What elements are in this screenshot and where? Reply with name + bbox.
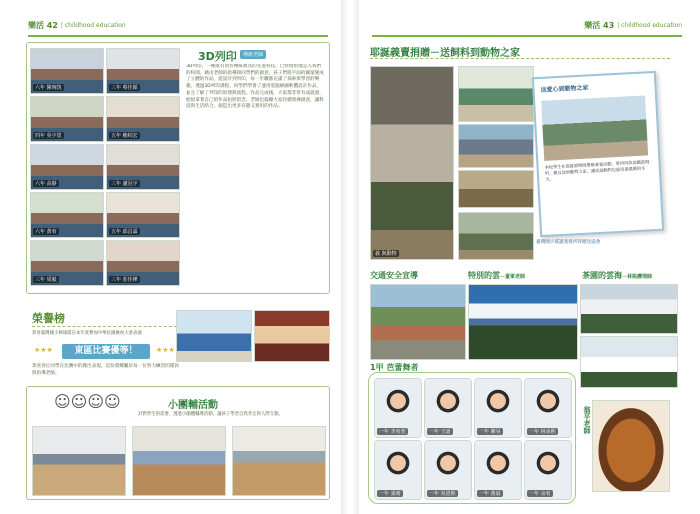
tutoring-photo-3	[232, 426, 326, 496]
news-card	[532, 71, 664, 237]
student-caption: 五年 邱昌霖	[111, 229, 138, 235]
student-caption: 六年 高靜	[35, 181, 57, 187]
left-header	[28, 14, 328, 36]
news-card-photo	[541, 95, 648, 160]
ballet-student-photo	[474, 440, 522, 500]
book-spine	[341, 0, 359, 514]
ballet-caption: 一年 余宥	[529, 491, 551, 497]
tea-photo-1	[580, 284, 678, 334]
ballet-student-photo	[424, 440, 472, 500]
tutoring-line1: 針對學生的需要，透過小團體輔導活動，讓孩子學習自我肯定與人際互動。	[138, 412, 283, 417]
tea-title	[582, 270, 652, 281]
header-subtitle: | childhood education	[617, 21, 682, 29]
3d-student-photo	[30, 48, 104, 94]
charity-label: 臺灣國小耶誕義賣所得贈送協會	[536, 240, 601, 245]
3d-student-photo	[30, 96, 104, 142]
honor-title: 榮譽榜	[32, 312, 65, 325]
ballet-student-photo	[424, 378, 472, 438]
ballet-student-photo	[374, 440, 422, 500]
charity-photo-group	[458, 66, 534, 122]
3d-student-photo	[30, 192, 104, 238]
ballet-caption: 一年 李宥萱	[379, 429, 406, 435]
tea-title-text: 茶園的雲海	[582, 271, 622, 280]
star-icon: ★★★	[156, 346, 175, 354]
3d-body: 3D列印，一種既有別於傳統教具的先進科技，已經悄悄地走入我們的校園。藉由老師的指導與同學們的創意，孩子們將平面的圖案變成了立體的作品，從設計到列印，每一步驟都充滿了探索與學習的樂趣。透過3D列印課程，同學們學會了運用電腦繪圖軟體設計作品，並且了解了列印的原理與流程。作品完成後，大家都非常有成就感，紛紛拿著自己的作品拍照留念。老師也鼓勵大家持續發揮創意，讓科技與生活結合，創造出更多有趣又實用的作品。	[186, 64, 324, 110]
left-page	[18, 14, 336, 506]
header-brand: 樂活 42	[28, 20, 58, 30]
right-header	[372, 14, 682, 36]
ballet-student-photo	[524, 378, 572, 438]
charity-photo-main: 義 與動物	[370, 66, 454, 260]
traffic-title: 交通安全宣導	[370, 271, 418, 280]
student-caption: 三年 莊佳樺	[111, 277, 138, 283]
header-subtitle: | childhood education	[60, 21, 126, 29]
right-page	[364, 14, 682, 506]
charity-photo-dogs	[458, 170, 534, 208]
ballet-student-photo	[374, 378, 422, 438]
cloud-photo	[468, 284, 578, 360]
honor-body: 恭喜各位同學在比賽中的傑出表現，這份榮耀屬於每一位努力練習的隊員與指導老師。	[32, 364, 180, 376]
student-caption: 五年 賴柏宏	[111, 133, 138, 139]
tutoring-photo-2	[132, 426, 226, 496]
ballet-caption: 一年 吳恩熙	[429, 491, 456, 497]
student-caption: 三年 盧冠宇	[111, 181, 138, 187]
student-caption: 三年 蔡佳穎	[111, 85, 138, 91]
tutoring-title: 小團輔活動	[168, 400, 218, 411]
ballet-caption: 一年 林承熙	[529, 429, 556, 435]
3d-student-photo	[30, 240, 104, 286]
honor-photo-stage	[254, 310, 330, 362]
ballet-caption: 一年 王語	[429, 429, 451, 435]
traffic-photo	[370, 284, 466, 360]
ballet-student-photo	[524, 440, 572, 500]
student-caption: 六年 陳琬筑	[35, 85, 62, 91]
honor-photo-team	[176, 310, 252, 362]
student-caption: 六年 黃宥	[35, 229, 57, 235]
teacher-name: 翁平老師	[583, 406, 591, 434]
charity-photo-visit	[458, 124, 534, 168]
header-brand: 樂活 43	[584, 20, 615, 30]
ballet-student-photo	[474, 378, 522, 438]
3d-student-photo	[106, 144, 180, 190]
tutoring-photo-1	[32, 426, 126, 496]
news-card-heading: 送愛心到動物之家	[540, 84, 589, 94]
3d-student-photo	[106, 96, 180, 142]
ballet-caption: 一年 陳昊	[479, 429, 501, 435]
ballet-caption: 一年 張晴	[379, 491, 401, 497]
3d-tag: 傳統老師	[240, 50, 266, 59]
student-caption: 三年 周毅	[35, 277, 57, 283]
cloud-subtitle: －童軍老師	[500, 274, 526, 280]
cloud-title	[468, 270, 525, 281]
3d-student-photo	[106, 192, 180, 238]
honor-banner: 東區比賽優等！	[62, 344, 150, 359]
ballet-title: 1甲 芭蕾舞者	[370, 363, 419, 372]
honor-divider	[32, 326, 182, 327]
3d-student-photo	[106, 48, 180, 94]
star-icon: ★★★	[34, 346, 53, 354]
vase-artwork	[592, 400, 670, 492]
ballet-caption: 一年 黃晨	[479, 491, 501, 497]
3d-title: 3D列印	[198, 50, 237, 63]
charity-divider	[370, 58, 670, 59]
tea-subtitle: －林瓶護理師	[622, 274, 653, 280]
student-caption: 四年 吳宇恩	[35, 133, 62, 139]
charity-title: 耶誕義賣捐贈－送飼料到動物之家	[370, 48, 520, 59]
cartoon-characters-icon: ☺☺☺☺	[54, 392, 121, 411]
news-card-body: 本校學生在耶誕節期間舉辦義賣活動，將所得款項購買飼料，親自送到動物之家，讓流浪動物也能度過溫暖的冬天。	[544, 159, 650, 182]
cloud-title-text: 特別的雲	[468, 271, 500, 280]
tea-photo-2	[580, 336, 678, 388]
honor-line1: 恭喜臺灣國小棒球隊在本年度參加中華民國慶祝大會表演	[32, 331, 142, 336]
charity-photo-shelter	[458, 212, 534, 260]
3d-student-photo	[30, 144, 104, 190]
3d-student-photo	[106, 240, 180, 286]
